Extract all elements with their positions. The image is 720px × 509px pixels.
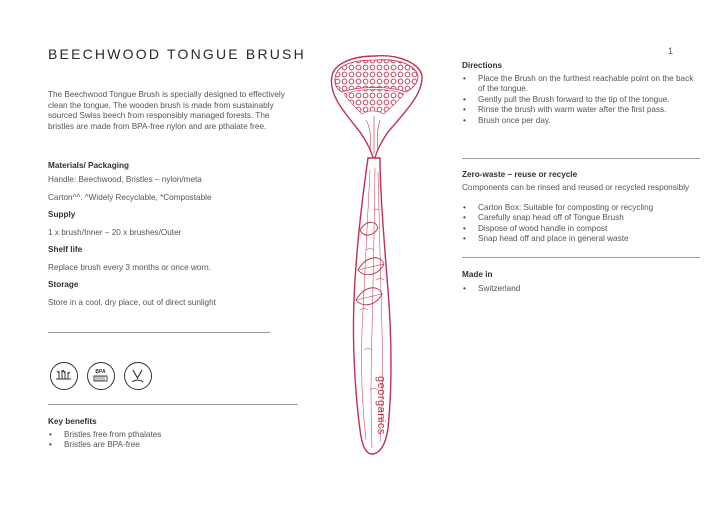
tongue-brush-illustration: [320, 50, 430, 490]
list-item: • Place the Brush on the furthest reachable point on the back of the tongue.: [462, 74, 694, 95]
vegan-icon: [124, 362, 152, 390]
materials-carton: Carton^^. ^Widely Recyclable, *Compostable: [48, 193, 212, 202]
storage-text: Store in a cool, dry place, out of direct sunlight: [48, 298, 216, 307]
divider: [462, 257, 700, 258]
divider: [48, 404, 298, 405]
page-number: 1: [668, 46, 674, 56]
list-item: • Carton Box: Suitable for composting or recycling: [462, 203, 700, 213]
bpa-free-icon: [87, 362, 115, 390]
shelf-life-heading: Shelf life: [48, 245, 83, 254]
shelf-life-text: Replace brush every 3 months or once worn.: [48, 263, 211, 272]
divider: [48, 332, 270, 333]
made-in-list: [462, 284, 700, 294]
directions-list: [462, 74, 694, 126]
supply-heading: Supply: [48, 210, 76, 219]
page-title: BEECHWOOD TONGUE BRUSH: [48, 46, 306, 62]
list-item: • Dispose of wood handle in compost: [462, 224, 700, 234]
intro-paragraph: The Beechwood Tongue Brush is specially designed to effectively clean the tongue. The wooden brush is made from sustainably sourced Swiss beech from responsibly managed forests. The bristles are made from BPA-free nylon and are pthalate free.: [48, 90, 285, 131]
list-item: • Snap head off and place in general waste: [462, 234, 700, 244]
zero-waste-heading: Zero-waste – reuse or recycle: [462, 170, 578, 179]
key-benefits-list: [48, 430, 298, 451]
plant-based-icon: [50, 362, 78, 390]
directions-heading: Directions: [462, 61, 503, 70]
materials-handle: Handle: Beechwood, Bristles – nylon/meta: [48, 175, 202, 184]
zero-waste-subtitle: Components can be rinsed and reused or recycled responsibly: [462, 183, 690, 192]
list-item: • Rinse the brush with warm water after the first pass.: [462, 105, 694, 115]
list-item: • Gently pull the Brush forward to the tip of the tongue.: [462, 95, 694, 105]
list-item: • Bristles free from pthalates: [48, 430, 298, 440]
storage-heading: Storage: [48, 280, 79, 289]
list-item: • Bristles are BPA-free: [48, 440, 298, 450]
made-in-heading: Made in: [462, 270, 493, 279]
materials-heading: Materials/ Packaging: [48, 161, 129, 170]
supply-text: 1 x brush/Inner – 20 x brushes/Outer: [48, 228, 182, 237]
key-benefits-heading: Key benefits: [48, 417, 97, 426]
brand-logo: georganics: [375, 376, 387, 435]
list-item: • Brush once per day.: [462, 116, 694, 126]
bpa-label: BPA: [95, 369, 106, 375]
list-item: • Carefully snap head off of Tongue Brush: [462, 213, 700, 223]
zero-waste-list: [462, 203, 700, 245]
list-item: • Switzerland: [462, 284, 700, 294]
divider: [462, 158, 700, 159]
